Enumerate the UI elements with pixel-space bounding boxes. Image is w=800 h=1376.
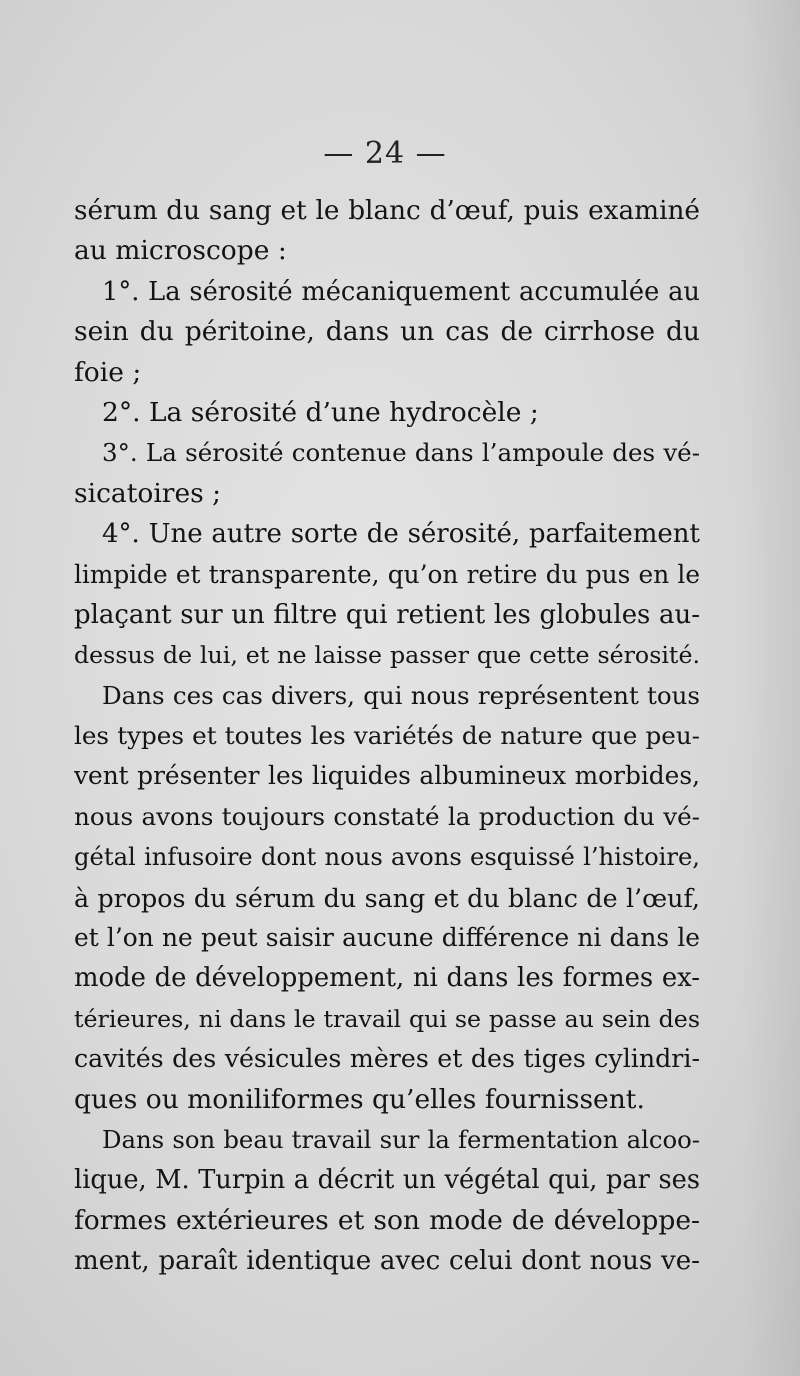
text-line-20: mode de développement, ni dans les formes ex- [74,963,700,994]
text-line-13: Dans ces cas divers, qui nous représentent tous [102,680,700,710]
text-line-22: cavités des vésicules mères et des tiges cylindri- [74,1044,700,1074]
text-line-26: formes extérieures et son mode de développe- [74,1204,700,1236]
text-line-8: sicatoires ; [74,477,222,509]
text-line-18: à propos du sérum du sang et du blanc de l’œuf, [74,882,700,913]
text-line-17: gétal infusoire dont nous avons esquissé l’histoire, [74,843,700,872]
text-line-1: sérum du sang et le blanc d’œuf, puis examiné [74,196,700,226]
text-line-3: 1°. La sérosité mécaniquement accumulée au [102,276,700,307]
text-line-11: plaçant sur un filtre qui retient les globules au- [74,599,700,630]
text-line-16: nous avons toujours constaté la production du vé- [74,801,700,831]
text-line-9: 4°. Une autre sorte de sérosité, parfaitement [102,519,700,550]
text-line-23: ques ou moniliformes qu’elles fournissent. [74,1083,645,1115]
text-line-2: au microscope : [74,235,287,267]
text-line-25: lique, M. Turpin a décrit un végétal qui, par ses [74,1165,700,1196]
text-line-4: sein du péritoine, dans un cas de cirrhose du [74,316,700,348]
body-text [74,191,700,1282]
text-line-19: et l’on ne peut saisir aucune différence ni dans le [74,923,700,953]
text-line-14: les types et toutes les variétés de nature que peu- [74,721,700,751]
text-line-24: Dans son beau travail sur la fermentation alcoo- [102,1124,700,1154]
text-line-12: dessus de lui, et ne laisse passer que cette sérosité. [74,641,700,670]
text-line-21: térieures, ni dans le travail qui se passe au sein des [74,1004,700,1033]
text-line-5: foie ; [74,356,142,388]
page-number: — 24 — [323,136,447,171]
text-line-27: ment, paraît identique avec celui dont nous ve- [74,1246,700,1277]
text-line-6: 2°. La sérosité d’une hydrocèle ; [102,396,539,428]
text-line-15: vent présenter les liquides albumineux morbides, [74,761,700,791]
page-edge-shadow [740,0,800,1376]
text-line-10: limpide et transparente, qu’on retire du pus en le [74,559,700,589]
text-line-7: 3°. La sérosité contenue dans l’ampoule des vé- [102,438,700,468]
